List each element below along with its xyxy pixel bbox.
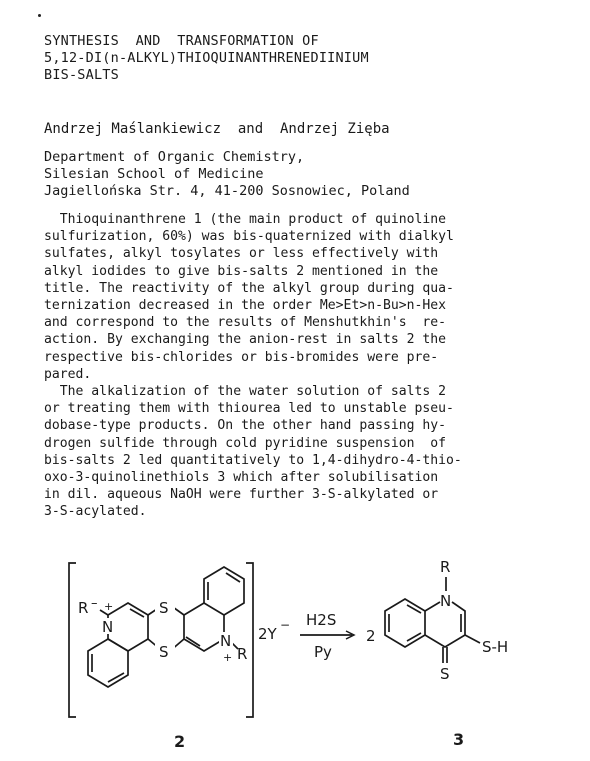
plus-charge: + [104, 600, 114, 613]
alkyl-group: R [237, 645, 248, 663]
title-line: 5,12-DI(n-ALKYL)THIOQUINANTHRENEDIINIUM [44, 50, 369, 66]
abstract-line: Thioquinanthrene 1 (the main product of quinoline [44, 212, 447, 227]
affiliation-line: Jagiellońska Str. 4, 41-200 Sosnowiec, Poland [44, 183, 410, 199]
abstract-line: The alkalization of the water solution of salts 2 [44, 384, 447, 400]
compound-2-atoms [78, 596, 247, 664]
abstract-line: ternization decreased in the order Me>Et>n-Bu>n-Hex [44, 298, 447, 314]
nitrogen-atom: N [102, 618, 114, 636]
right-bracket [246, 563, 253, 717]
abstract-line: pared. [44, 366, 92, 382]
nitrogen-atom: N [440, 592, 452, 610]
abstract-line: action. By exchanging the anion-rest in salts 2 the [44, 332, 447, 348]
abstract-line: respective bis-chlorides or bis-bromides were pre- [44, 349, 439, 365]
abstract-line: oxo-3-quinolinethiols 3 which after solubilisation [44, 470, 439, 486]
title-line: BIS-SALTS [44, 67, 119, 83]
abstract-line: sulfurization, 60%) was bis-quaternized with dialkyl [44, 229, 454, 245]
nitrogen-atom: N [220, 632, 232, 650]
paper-title [44, 33, 369, 84]
stoichiometric-coefficient: 2 [366, 627, 376, 645]
left-bracket [69, 563, 76, 717]
title-line: SYNTHESIS AND TRANSFORMATION OF [44, 33, 319, 49]
plus-charge: + [223, 651, 233, 664]
abstract-line: and correspond to the results of Menshutkhin's re- [44, 315, 447, 331]
reagent-h2s: H2S [306, 611, 337, 629]
affiliation [44, 149, 410, 200]
abstract-line: bis-salts 2 led quantitatively to 1,4-dihydro-4-thio- [44, 452, 462, 468]
abstract-line: or treating them with thiourea led to unstable pseu- [44, 401, 454, 417]
affiliation-line: Department of Organic Chemistry, [44, 149, 305, 165]
sulfur-atom: S [159, 643, 169, 661]
compound-2-label: 2 [174, 732, 186, 751]
compound-3-structure [385, 577, 480, 663]
dash-bond: – [91, 596, 98, 611]
thiol-group: S-H [482, 638, 509, 656]
reaction-scheme [60, 555, 560, 755]
sulfur-atom: S [159, 599, 169, 617]
abstract-line: alkyl iodides to give bis-salts 2 mentioned in the [44, 263, 439, 279]
alkyl-group: R [78, 599, 89, 617]
speck [38, 14, 41, 17]
abstract-line: dobase-type products. On the other hand passing hy- [44, 418, 447, 434]
authors: Andrzej Maślankiewicz and Andrzej Zięba [44, 121, 390, 137]
counterion: 2Y [258, 625, 277, 643]
counterion-charge: − [280, 618, 291, 632]
compound-3-label: 3 [453, 730, 465, 749]
reagent-pyridine: Py [314, 643, 332, 661]
abstract [44, 211, 544, 521]
alkyl-group: R [440, 558, 451, 576]
abstract-line: drogen sulfide through cold pyridine suspension of [44, 435, 447, 451]
abstract-line: title. The reactivity of the alkyl group during qua- [44, 280, 454, 296]
reaction-arrow [300, 631, 354, 639]
affiliation-line: Silesian School of Medicine [44, 166, 264, 182]
abstract-line: 3-S-acylated. [44, 504, 147, 520]
abstract-line: sulfates, alkyl tosylates or less effectively with [44, 246, 439, 262]
abstract-line: in dil. aqueous NaOH were further 3-S-alkylated or [44, 487, 439, 503]
thione-sulfur: S [440, 665, 450, 683]
